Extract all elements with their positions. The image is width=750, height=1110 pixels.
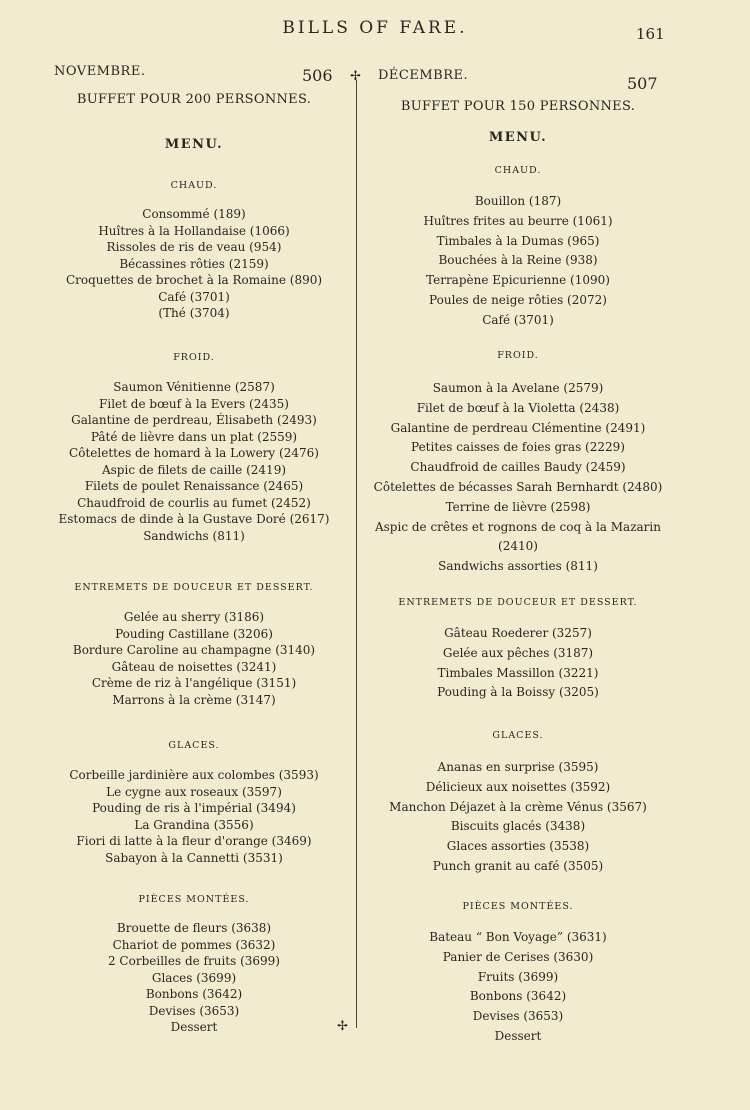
menu-item: Gelée au sherry (3186) — [123, 610, 265, 624]
section-title: FROID. — [497, 350, 539, 361]
menu-title: MENU. — [164, 137, 224, 152]
menu-section — [40, 351, 348, 544]
menu-item: Café (3701) — [482, 312, 554, 327]
menu-item: Fruits (3699) — [477, 969, 559, 984]
menu-item: Brouette de fleurs (3638) — [116, 921, 272, 935]
menu-item: Marrons à la crème (3147) — [112, 692, 276, 707]
menu-item: Glaces (3699) — [151, 970, 237, 985]
page-number: 161 — [636, 25, 665, 43]
section-title: FROID. — [173, 352, 215, 363]
section-title: PIÈCES MONTÉES. — [138, 894, 250, 905]
section-title: CHAUD. — [170, 180, 218, 191]
menu-item: Bouchées à la Reine (938) — [438, 253, 598, 268]
menu-item: Punch granit au café (3505) — [432, 858, 604, 873]
menu-item: Gâteau Roederer (3257) — [444, 626, 592, 640]
month-label: NOVEMBRE. — [54, 64, 146, 79]
menu-item: Crème de riz à l'angélique (3151) — [91, 676, 297, 690]
menu-item: 2 Corbeilles de fruits (3699) — [107, 954, 280, 968]
menu-item: Sabayon à la Cannetti (3531) — [105, 850, 283, 865]
menu-item: Bordure Caroline au champagne (3140) — [72, 643, 316, 657]
menu-item: Timbales à la Dumas (965) — [436, 233, 600, 248]
column-divider — [356, 80, 357, 1028]
menu-item: Café (3701) — [158, 289, 230, 304]
menu-item: Chariot de pommes (3632) — [112, 937, 276, 952]
divider-cross-top-icon: ✢ — [350, 69, 361, 84]
menu-item: Dessert — [170, 1020, 218, 1034]
menu-section — [40, 739, 348, 866]
menu-item: Côtelettes de homard à la Lowery (2476) — [69, 446, 319, 460]
section-title: GLACES. — [168, 740, 220, 751]
menu-item: Pouding à la Boissy (3205) — [437, 685, 599, 700]
menu-column-507 — [366, 0, 670, 1110]
menu-item: Glaces assorties (3538) — [446, 839, 590, 854]
section-title: ENTREMETS DE DOUCEUR ET DESSERT. — [74, 582, 314, 593]
menu-item: Gâteau de noisettes (3241) — [111, 659, 277, 674]
menu-section — [40, 893, 348, 1036]
menu-section — [366, 900, 670, 1047]
menu-item: (Thé (3704) — [158, 306, 230, 320]
menu-item: Filets de poulet Renaissance (2465) — [84, 479, 304, 493]
menu-item: Timbales Massillon (3221) — [437, 665, 599, 680]
menu-item: Filet de bœuf à la Evers (2435) — [99, 396, 289, 411]
menu-item: Galantine de perdreau, Élisabeth (2493) — [71, 413, 317, 427]
menu-item: Ananas en surprise (3595) — [437, 760, 599, 774]
menu-section — [366, 729, 670, 877]
menu-item: Bécassines rôties (2159) — [119, 256, 269, 271]
section-title: CHAUD. — [494, 165, 542, 176]
menu-item: Aspic de filets de caille (2419) — [101, 462, 287, 477]
menu-section — [366, 164, 670, 331]
menu-item: Bouillon (187) — [474, 194, 562, 208]
menu-item: Pâté de lièvre dans un plat (2559) — [90, 429, 298, 444]
menu-item: Rissoles de ris de veau (954) — [106, 240, 282, 254]
menu-item: Estomacs de dinde à la Gustave Doré (2617) — [58, 512, 330, 526]
menu-item: Corbeille jardinière aux colombes (3593) — [69, 768, 319, 782]
menu-item: Sandwichs assorties (811) — [438, 559, 598, 574]
menu-item: Côtelettes de bécasses Sarah Bernhardt (2480) — [373, 479, 663, 494]
divider-cross-bottom-icon: ✢ — [337, 1019, 348, 1034]
menu-item: Galantine de perdreau Clémentine (2491) — [390, 420, 646, 435]
menu-column-506 — [40, 0, 348, 1110]
menu-item: Manchon Déjazet à la crème Vénus (3567) — [389, 799, 647, 814]
menu-item: Saumon à la Avelane (2579) — [432, 381, 604, 395]
section-title: PIÈCES MONTÉES. — [462, 901, 574, 912]
menu-item: Aspic de crêtes et rognons de coq à la Mazarin — [374, 519, 661, 534]
menu-item: Pouding de ris à l'impérial (3494) — [92, 801, 296, 815]
menu-item: Huîtres à la Hollandaise (1066) — [98, 223, 290, 238]
running-head: BILLS OF FARE. — [282, 18, 468, 38]
menu-item: Filet de bœuf à la Violetta (2438) — [416, 400, 620, 415]
menu-number: 507 — [627, 74, 658, 93]
menu-item: Pouding Castillane (3206) — [115, 626, 273, 641]
menu-item: Bonbons (3642) — [145, 987, 243, 1001]
menu-item: Bateau “ Bon Voyage” (3631) — [429, 930, 607, 944]
menu-item: Panier de Cerises (3630) — [442, 949, 594, 964]
menu-item: Chaudfroid de cailles Baudy (2459) — [410, 460, 626, 475]
menu-item: Devises (3653) — [472, 1009, 564, 1024]
menu-item: Terrapène Epicurienne (1090) — [426, 273, 610, 288]
menu-item: Chaudfroid de courlis au fumet (2452) — [77, 495, 311, 510]
menu-item: Sandwichs (811) — [143, 528, 245, 543]
menu-item: Devises (3653) — [148, 1003, 240, 1018]
menu-number: 506 — [302, 66, 333, 85]
menu-section — [366, 596, 670, 703]
menu-item: (2410) — [498, 539, 538, 554]
menu-item: Petites caisses de foies gras (2229) — [411, 440, 625, 455]
menu-item: Huîtres frites au beurre (1061) — [423, 213, 613, 228]
menu-item: Biscuits glacés (3438) — [450, 819, 586, 834]
menu-item: Bonbons (3642) — [469, 989, 567, 1004]
menu-item: Terrine de lièvre (2598) — [445, 499, 591, 514]
buffet-heading: BUFFET POUR 150 PERSONNES. — [400, 99, 636, 114]
menu-section — [366, 349, 670, 577]
menu-section — [40, 179, 348, 322]
menu-item: Poules de neige rôties (2072) — [429, 292, 607, 307]
section-title: GLACES. — [492, 730, 544, 741]
menu-item: Délicieux aux noisettes (3592) — [425, 779, 611, 794]
menu-item: La Grandina (3556) — [134, 817, 254, 832]
menu-section — [40, 581, 348, 708]
month-label: DÉCEMBRE. — [378, 68, 469, 83]
section-title: ENTREMETS DE DOUCEUR ET DESSERT. — [398, 597, 638, 608]
menu-item: Fiori di latte à la fleur d'orange (3469) — [76, 834, 312, 848]
menu-title: MENU. — [488, 130, 548, 145]
menu-item: Le cygne aux roseaux (3597) — [106, 784, 282, 799]
menu-item: Saumon Vénitienne (2587) — [113, 380, 275, 394]
menu-item: Dessert — [494, 1028, 542, 1043]
buffet-heading: BUFFET POUR 200 PERSONNES. — [76, 92, 312, 107]
menu-item: Consommé (189) — [142, 207, 246, 221]
menu-item: Gelée aux pêches (3187) — [442, 645, 594, 660]
menu-item: Croquettes de brochet à la Romaine (890) — [65, 273, 323, 287]
